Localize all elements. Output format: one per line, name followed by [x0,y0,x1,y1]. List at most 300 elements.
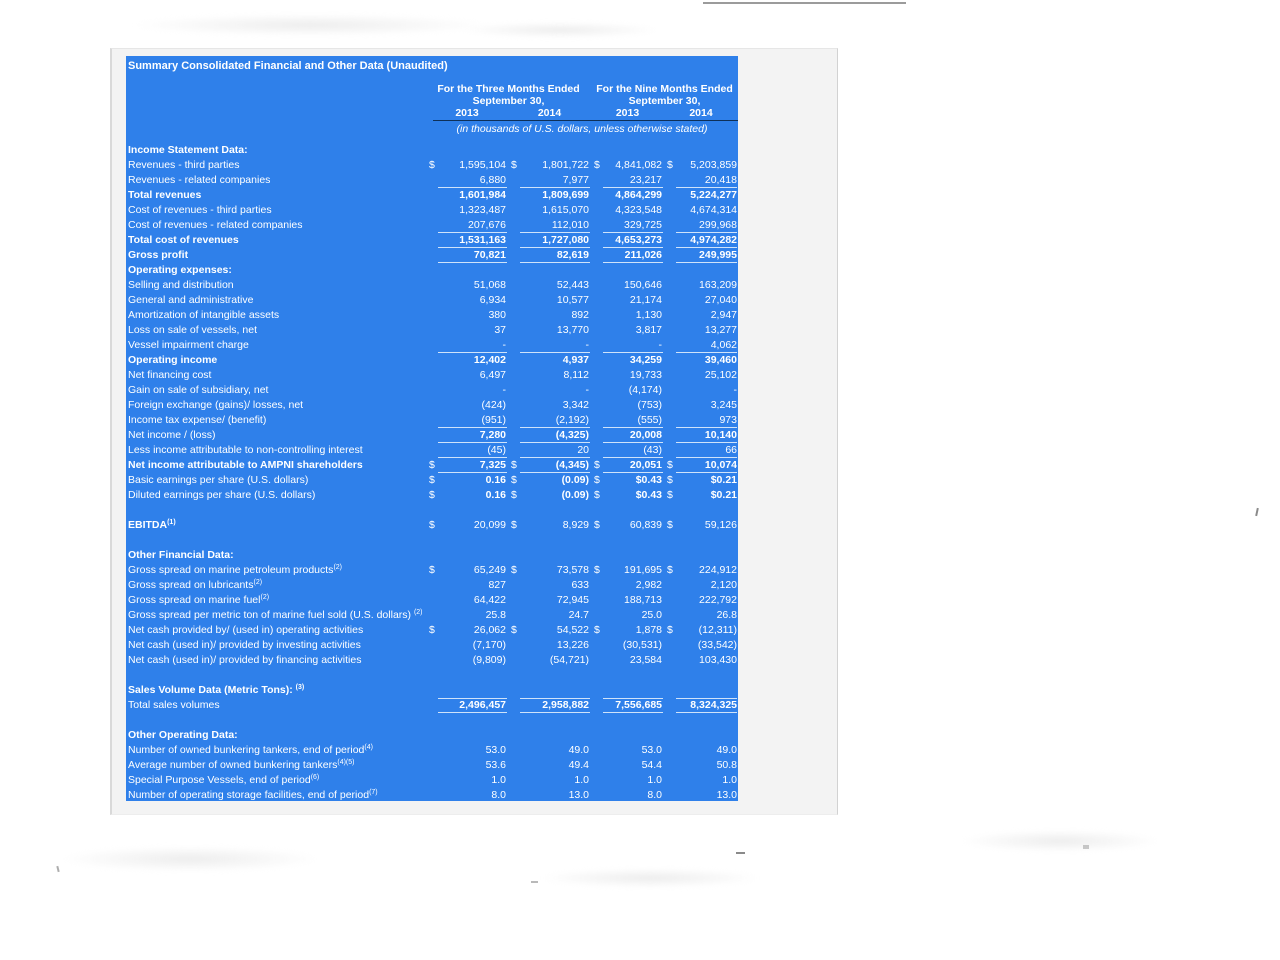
cell-value: 73,578 [556,564,589,576]
value-cell [508,323,591,338]
dollar-sign: $ [667,519,673,531]
dollar-sign: $ [667,159,673,171]
value-cell [508,638,591,653]
cell-value: 1,601,984 [459,189,506,201]
cell-value: 6,934 [479,294,506,306]
value-cell [591,608,664,623]
value-cell [664,593,738,608]
value-cell [508,608,591,623]
row-label: Operating income [128,354,218,366]
row-label: Operating expenses: [128,264,232,276]
cell-value: 59,126 [704,519,737,531]
value-cell [591,593,664,608]
row-label: Foreign exchange (gains)/ losses, net [128,399,304,411]
cell-value: 2,958,882 [542,699,589,711]
cell-value: - [585,339,589,351]
cell-value: 2,947 [710,309,737,321]
dollar-sign: $ [667,624,673,636]
value-cell [426,308,508,323]
rule-below [603,712,663,713]
cell-value: 3,342 [562,399,589,411]
scan-line-artifact [703,2,906,4]
table-row [126,368,738,383]
footnote-ref: (2) [413,609,423,616]
cell-value: 20,051 [629,459,662,471]
table-row [126,203,738,218]
row-label: Total sales volumes [128,699,220,711]
value-cell [664,608,738,623]
dollar-sign: $ [511,159,517,171]
dollar-sign: $ [429,474,435,486]
cell-value: 1,727,080 [542,234,589,246]
value-cell [664,173,738,188]
spacer-row [126,713,738,728]
row-label: Gain on sale of subsidiary, net [128,384,269,396]
value-cell [508,578,591,593]
cell-value: - [502,384,506,396]
value-cell [664,443,738,458]
cell-value: (4,345) [555,459,589,471]
footnote-ref: (3) [295,684,305,691]
value-cell [508,698,591,713]
footnote-ref: (2) [333,564,342,571]
cell-value: - [733,384,737,396]
value-cell [426,743,508,758]
cell-value: 224,912 [699,564,737,576]
rule-above [520,698,590,699]
cell-value: 4,864,299 [615,189,662,201]
table-row [126,518,738,533]
value-cell [591,758,664,773]
value-cell [508,293,591,308]
dollar-sign: $ [429,489,435,501]
table-row [126,308,738,323]
value-cell [591,473,664,488]
dollar-sign: $ [594,159,600,171]
cell-value: 7,977 [562,174,589,186]
value-cell [426,218,508,233]
cell-value: (43) [643,444,662,456]
value-cell [426,608,508,623]
cell-value: 66 [725,444,737,456]
cell-value: 5,203,859 [690,159,737,171]
cell-value: 329,725 [624,219,662,231]
header-rule [433,120,738,121]
spacer-row [126,668,738,683]
cell-value: $0.21 [710,474,737,486]
cell-value: $0.43 [635,474,662,486]
cell-value: 8,929 [562,519,589,531]
dollar-sign: $ [594,624,600,636]
cell-value: 13,277 [704,324,737,336]
cell-value: 23,217 [629,174,662,186]
table-row [126,473,738,488]
spacer-row [126,533,738,548]
cell-value: 1,801,722 [542,159,589,171]
value-cell [591,203,664,218]
value-cell [426,248,508,263]
financial-table [126,56,738,801]
value-cell [508,428,591,443]
year-header-row [426,107,738,120]
table-row [126,758,738,773]
rule-above [603,698,663,699]
value-cell [508,353,591,368]
value-cell [664,638,738,653]
cell-value: 25.8 [485,609,506,621]
table-row [126,398,738,413]
row-label: EBITDA$^{(1)}$ [128,519,176,531]
row-label: Average number of owned bunkering tankers$^{(4)(5)}$ [128,759,355,771]
value-cell [426,173,508,188]
table-row [126,458,738,473]
value-cell [426,518,508,533]
value-cell [591,368,664,383]
cell-value: 1.0 [722,774,737,786]
table-row [126,653,738,668]
value-cell [426,788,508,801]
value-cell [664,743,738,758]
cell-value: 49.4 [568,759,589,771]
table-header [126,83,738,143]
table-row [126,383,738,398]
value-cell [426,773,508,788]
row-label: Cost of revenues - related companies [128,219,303,231]
smudge-artifact [540,868,760,888]
cell-value: 211,026 [624,249,662,261]
section-header-row [126,728,738,743]
cell-value: 827 [488,579,506,591]
row-label: Loss on sale of vessels, net [128,324,257,336]
table-row [126,743,738,758]
value-cell [664,653,738,668]
cell-value: 19,733 [629,369,662,381]
year-header: 2013 [615,107,640,119]
row-label: Vessel impairment charge [128,339,249,351]
value-cell [664,518,738,533]
value-cell [426,428,508,443]
cell-value: 7,280 [479,429,506,441]
cell-value: 27,040 [704,294,737,306]
row-label: Revenues - third parties [128,159,240,171]
value-cell [508,488,591,503]
value-cell [508,773,591,788]
value-cell [591,638,664,653]
cell-value: 26.8 [716,609,737,621]
rule-below [520,262,590,263]
value-cell [664,773,738,788]
cell-value: (424) [481,399,506,411]
value-cell [426,653,508,668]
cell-value: (45) [487,444,506,456]
value-cell [591,293,664,308]
cell-value: (0.09) [561,489,589,501]
value-cell [426,563,508,578]
row-label: Other Financial Data: [128,549,234,561]
value-cell [664,278,738,293]
value-cell [508,158,591,173]
cell-value: 103,430 [699,654,737,666]
row-label: Gross spread on lubricants$^{(2)}$ [128,579,263,591]
value-cell [508,368,591,383]
cell-value: 60,839 [629,519,662,531]
cell-value: 8,324,325 [690,699,737,711]
value-cell [591,698,664,713]
cell-value: 26,062 [473,624,506,636]
cell-value: 51,068 [473,279,506,291]
cell-value: 13.0 [568,789,589,801]
table-row [126,413,738,428]
value-cell [508,188,591,203]
row-label: Basic earnings per share (U.S. dollars) [128,474,309,486]
table-row [126,218,738,233]
cell-value: 163,209 [699,279,737,291]
table-row [126,278,738,293]
cell-value: 1.0 [647,774,662,786]
cell-value: 20,099 [473,519,506,531]
value-cell [508,743,591,758]
value-cell [426,323,508,338]
value-cell [426,293,508,308]
cell-value: 50.8 [716,759,737,771]
cell-value: 4,937 [562,354,589,366]
row-label: Revenues - related companies [128,174,271,186]
dollar-sign: $ [594,459,600,471]
cell-value: 20,418 [704,174,737,186]
value-cell [426,413,508,428]
value-cell [508,233,591,248]
table-row [126,173,738,188]
section-header-row [126,263,738,278]
value-cell [426,383,508,398]
row-label: Special Purpose Vessels, end of period$^{(6)}$ [128,774,320,786]
cell-value: 1,130 [635,309,662,321]
value-cell [591,773,664,788]
row-label: Net financing cost [128,369,212,381]
value-cell [508,788,591,801]
value-cell [508,248,591,263]
rule-above [676,698,737,699]
rule-below [676,712,737,713]
row-label: Income Statement Data: [128,144,248,156]
cell-value: 10,140 [704,429,737,441]
cell-value: 5,224,277 [690,189,737,201]
rule-below [438,262,507,263]
cell-value: 12,402 [473,354,506,366]
column-group-nine-months: For the Nine Months Ended September 30, [596,83,733,107]
value-cell [426,368,508,383]
value-cell [664,323,738,338]
cell-value: 4,674,314 [690,204,737,216]
footnote-ref: (2) [253,579,263,586]
year-header: 2014 [689,107,713,119]
value-cell [664,398,738,413]
cell-value: 112,010 [551,219,589,231]
table-row [126,338,738,353]
value-cell [591,248,664,263]
value-cell [426,473,508,488]
value-cell [508,758,591,773]
smudge-artifact [690,824,1020,846]
cell-value: 39,460 [704,354,737,366]
cell-value: 2,496,457 [459,699,506,711]
cell-value: (4,325) [555,429,589,441]
cell-value: 49.0 [568,744,589,756]
value-cell [591,563,664,578]
cell-value: (30,531) [622,639,662,651]
dollar-sign: $ [511,564,517,576]
cell-value: (9,809) [472,654,506,666]
rule-below [603,262,663,263]
row-label: Net income / (loss) [128,429,216,441]
footnote-ref: (4) [364,744,373,751]
dollar-sign: $ [511,474,517,486]
cell-value: 0.16 [485,489,506,501]
cell-value: 4,062 [710,339,737,351]
value-cell [426,488,508,503]
cell-value: 188,713 [624,594,662,606]
value-cell [591,173,664,188]
table-row [126,773,738,788]
table-row [126,248,738,263]
mark-artifact [1255,508,1259,516]
dollar-sign: $ [429,624,435,636]
cell-value: 1,615,070 [542,204,589,216]
value-cell [664,248,738,263]
row-label: Number of operating storage facilities, end of period$^{(7)}$ [128,789,378,801]
value-cell [591,788,664,801]
value-cell [664,353,738,368]
cell-value: 34,259 [629,354,662,366]
cell-value: 222,792 [699,594,737,606]
cell-value: 70,821 [473,249,506,261]
dollar-sign: $ [511,624,517,636]
value-cell [426,593,508,608]
value-cell [664,623,738,638]
value-cell [426,398,508,413]
dollar-sign: $ [667,489,673,501]
cell-value: (54,721) [549,654,589,666]
cell-value: 1.0 [491,774,506,786]
cell-value: 7,556,685 [615,699,662,711]
cell-value: 6,497 [479,369,506,381]
value-cell [426,353,508,368]
dollar-sign: $ [594,489,600,501]
value-cell [508,203,591,218]
cell-value: 54,522 [556,624,589,636]
row-label: Income tax expense/ (benefit) [128,414,267,426]
dollar-sign: $ [429,564,435,576]
dollar-sign: $ [429,459,435,471]
value-cell [664,758,738,773]
table-row [126,638,738,653]
value-cell [591,578,664,593]
section-header-row [126,143,738,158]
smudge-artifact [460,22,660,38]
cell-value: 65,249 [473,564,506,576]
row-label: Gross spread on marine fuel$^{(2)}$ [128,594,270,606]
value-cell [664,788,738,801]
row-label: Total revenues [128,189,202,201]
row-label: Gross spread per metric ton of marine fuel sold (U.S. dollars) $^{(2)}$ [128,609,423,621]
cell-value: $0.43 [635,489,662,501]
cell-value: (33,542) [697,639,737,651]
dollar-sign: $ [667,564,673,576]
smudge-artifact [130,14,490,36]
cell-value: 4,323,548 [615,204,662,216]
row-label: Gross profit [128,249,189,261]
value-cell [426,203,508,218]
mark-artifact [56,866,59,872]
dollar-sign: $ [667,459,673,471]
dollar-sign: $ [511,519,517,531]
row-label: Less income attributable to non-controlling interest [128,444,363,456]
smudge-artifact [150,818,620,844]
cell-value: 13,226 [556,639,589,651]
value-cell [664,698,738,713]
value-cell [664,383,738,398]
rule-below [438,712,507,713]
dollar-sign: $ [594,519,600,531]
row-label: Total cost of revenues [128,234,239,246]
footnote-ref: (1) [167,519,176,526]
units-note: (in thousands of U.S. dollars, unless otherwise stated) [456,123,708,135]
cell-value: (951) [481,414,506,426]
mark-artifact [531,881,538,883]
cell-value: 4,974,282 [690,234,737,246]
row-label: Net income attributable to AMPNI shareholders [128,459,363,471]
cell-value: (555) [637,414,662,426]
value-cell [591,488,664,503]
value-cell [508,413,591,428]
value-cell [664,488,738,503]
cell-value: 299,968 [699,219,737,231]
smudge-artifact [960,830,1160,852]
table-row [126,608,738,623]
table-row [126,788,738,801]
value-cell [508,458,591,473]
cell-value: 892 [571,309,589,321]
cell-value: 52,443 [556,279,589,291]
cell-value: 2,982 [635,579,662,591]
cell-value: 23,584 [629,654,662,666]
value-cell [591,518,664,533]
section-header-row [126,683,738,698]
cell-value: 1,595,104 [459,159,506,171]
row-label: Sales Volume Data (Metric Tons): $^{(3)}$ [128,684,305,696]
value-cell [508,398,591,413]
value-cell [508,383,591,398]
year-header: 2013 [455,107,479,119]
cell-value: - [585,384,589,396]
smudge-artifact [60,846,320,872]
value-cell [591,323,664,338]
value-cell [426,458,508,473]
value-cell [426,578,508,593]
dollar-sign: $ [429,519,435,531]
value-cell [426,278,508,293]
value-cell [508,593,591,608]
rule-below [520,712,590,713]
value-cell [508,278,591,293]
cell-value: 2,120 [710,579,737,591]
rule-above [438,698,507,699]
cell-value: 13,770 [556,324,589,336]
cell-value: (7,170) [472,639,506,651]
cell-value: 191,695 [624,564,662,576]
cell-value: 8.0 [647,789,662,801]
cell-value: 150,646 [624,279,662,291]
